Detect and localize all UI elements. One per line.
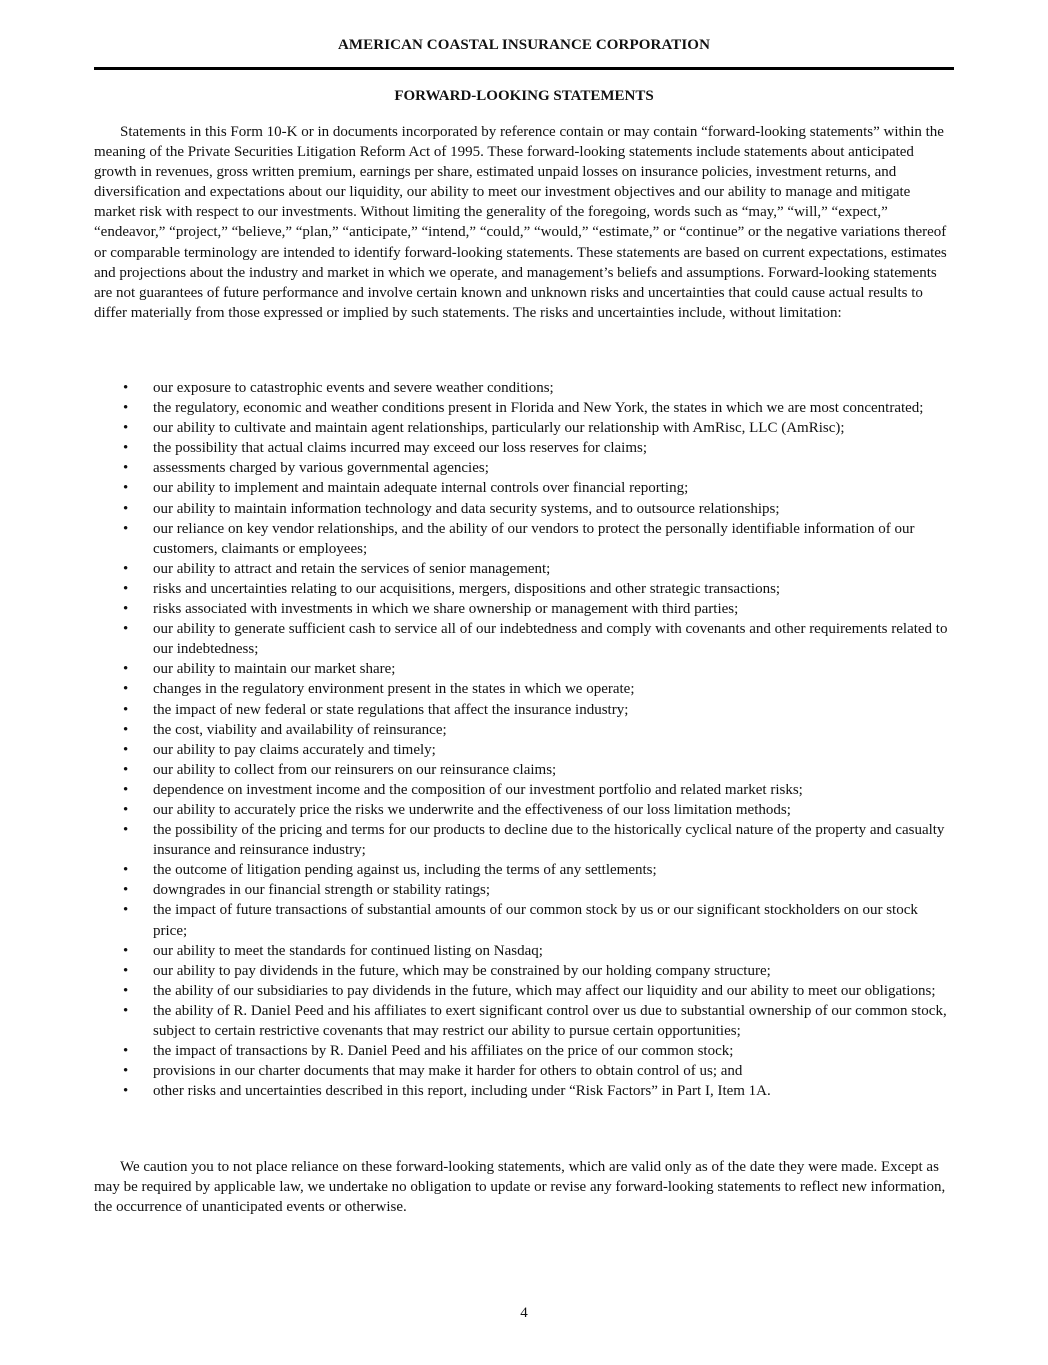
list-item	[94, 720, 954, 740]
list-item-text: dependence on investment income and the composition of our investment portfolio and related market risks;	[153, 781, 803, 798]
list-item	[94, 981, 954, 1001]
list-item	[94, 418, 954, 438]
list-item-text: assessments charged by various governmental agencies;	[153, 460, 489, 477]
list-item	[94, 900, 954, 940]
intro-paragraph: Statements in this Form 10-K or in documents incorporated by reference contain or may contain “forward-looking statements” within the meaning of the Private Securities Litigation Reform Act of 1995. These forward-looking statements include statements about anticipated growth in revenues, gross written premium, earnings per share, estimated unpaid losses on insurance policies, investment returns, and diversification and expectations about our liquidity, our ability to meet our investment objectives and our ability to manage and mitigate market risk with respect to our investments. Without limiting the generality of the foregoing, words such as “may,” “will,” “expect,” “endeavor,” “project,” “believe,” “plan,” “anticipate,” “intend,” “could,” “would,” “estimate,” or “continue” or the negative variations thereof or comparable terminology are intended to identify forward-looking statements. These statements are based on current expectations, estimates and projections about the industry and market in which we operate, and management’s beliefs and assumptions. Forward-looking statements are not guarantees of future performance and involve certain known and unknown risks and uncertainties that could cause actual results to differ materially from those expressed or implied by such statements. The risks and uncertainties include, without limitation:	[94, 124, 947, 321]
list-item-text: the impact of future transactions of substantial amounts of our common stock by us or our significant stockholders on our stock price;	[153, 902, 918, 939]
bullet-icon: •	[123, 480, 129, 497]
list-item	[94, 378, 954, 398]
closing-paragraph: We caution you to not place reliance on these forward-looking statements, which are valid only as of the date they were made. Except as may be required by applicable law, we undertake no obligation to update or revise any forward-looking statements to reflect new information, the occurrence of unanticipated events or otherwise.	[94, 1159, 946, 1216]
bullet-icon: •	[123, 1002, 129, 1019]
list-item	[94, 961, 954, 981]
list-item	[94, 659, 954, 679]
bullet-icon: •	[123, 500, 129, 517]
bullet-icon: •	[123, 681, 129, 698]
list-item-text: changes in the regulatory environment present in the states in which we operate;	[153, 681, 635, 698]
header-divider	[94, 67, 954, 70]
list-item	[94, 760, 954, 780]
list-item	[94, 559, 954, 579]
list-item-text: the ability of R. Daniel Peed and his affiliates to exert significant control over us due to substantial ownership of our common stock, subject to certain restrictive covenants that may restrict our ability to pursue certain opportunities;	[153, 1002, 947, 1039]
list-item	[94, 478, 954, 498]
list-item-text: our ability to pay claims accurately and timely;	[153, 741, 436, 758]
list-item-text: our ability to meet the standards for continued listing on Nasdaq;	[153, 942, 543, 959]
section-title: FORWARD-LOOKING STATEMENTS	[394, 88, 654, 104]
page-number: 4	[520, 1305, 528, 1321]
list-item-text: our ability to accurately price the risks we underwrite and the effectiveness of our loss limitation methods;	[153, 801, 791, 818]
bullet-icon: •	[123, 882, 129, 899]
list-item	[94, 619, 954, 659]
list-item	[94, 579, 954, 599]
list-item	[94, 860, 954, 880]
bullet-icon: •	[123, 460, 129, 477]
bullet-icon: •	[123, 400, 129, 417]
list-item	[94, 820, 954, 860]
bullet-icon: •	[123, 701, 129, 718]
list-item-text: the regulatory, economic and weather conditions present in Florida and New York, the states in which we are most concentrated;	[153, 400, 924, 417]
list-item-text: our reliance on key vendor relationships, and the ability of our vendors to protect the personally identifiable information of our customers, claimants or employees;	[153, 520, 915, 557]
list-item	[94, 1001, 954, 1041]
list-item-text: our ability to pay dividends in the future, which may be constrained by our holding company structure;	[153, 962, 771, 979]
list-item-text: risks and uncertainties relating to our acquisitions, mergers, dispositions and other strategic transactions;	[153, 580, 781, 597]
list-item-text: our ability to generate sufficient cash to service all of our indebtedness and comply with covenants and other requirements related to our indebtedness;	[153, 621, 948, 658]
bullet-icon: •	[123, 580, 129, 597]
list-item-text: the ability of our subsidiaries to pay dividends in the future, which may affect our liquidity and our ability to meet our obligations;	[153, 982, 936, 999]
bullet-icon: •	[123, 761, 129, 778]
list-item	[94, 398, 954, 418]
bullet-icon: •	[123, 661, 129, 678]
list-item	[94, 800, 954, 820]
list-item-text: the possibility that actual claims incurred may exceed our loss reserves for claims;	[153, 440, 648, 457]
bullet-icon: •	[123, 440, 129, 457]
bullet-icon: •	[123, 560, 129, 577]
list-item-text: our ability to implement and maintain adequate internal controls over financial reporting;	[153, 480, 689, 497]
list-item-text: our ability to maintain our market share;	[153, 661, 396, 678]
list-item-text: our exposure to catastrophic events and severe weather conditions;	[153, 380, 554, 396]
bullet-icon: •	[123, 380, 129, 396]
list-item-text: the possibility of the pricing and terms for our products to decline due to the historically cyclical nature of the property and casualty insurance and reinsurance industry;	[153, 822, 945, 859]
bullet-icon: •	[123, 801, 129, 818]
list-item-text: the cost, viability and availability of reinsurance;	[153, 721, 447, 738]
list-item-text: our ability to attract and retain the services of senior management;	[153, 560, 551, 577]
list-item	[94, 519, 954, 559]
list-item	[94, 458, 954, 478]
list-item	[94, 880, 954, 900]
list-item	[94, 700, 954, 720]
list-item-text: the impact of transactions by R. Daniel Peed and his affiliates on the price of our common stock;	[153, 1043, 734, 1060]
bullet-icon: •	[123, 862, 129, 879]
list-item	[94, 780, 954, 800]
risk-factor-list	[94, 378, 954, 1101]
list-item	[94, 679, 954, 699]
bullet-icon: •	[123, 721, 129, 738]
bullet-icon: •	[123, 822, 129, 839]
bullet-icon: •	[123, 741, 129, 758]
bullet-icon: •	[123, 982, 129, 999]
list-item-text: provisions in our charter documents that may make it harder for others to obtain control of us; and	[153, 1063, 743, 1080]
bullet-icon: •	[123, 942, 129, 959]
list-item	[94, 438, 954, 458]
bullet-icon: •	[123, 520, 129, 537]
bullet-icon: •	[123, 420, 129, 437]
list-item	[94, 740, 954, 760]
list-item-text: the outcome of litigation pending against us, including the terms of any settlements;	[153, 862, 657, 879]
list-item	[94, 1061, 954, 1081]
company-header: AMERICAN COASTAL INSURANCE CORPORATION	[337, 37, 711, 53]
list-item-text: our ability to maintain information technology and data security systems, and to outsource relationships;	[153, 500, 780, 517]
bullet-icon: •	[123, 962, 129, 979]
bullet-icon: •	[123, 601, 129, 618]
list-item-text: other risks and uncertainties described in this report, including under “Risk Factors” in Part I, Item 1A.	[153, 1083, 771, 1100]
list-item-text: our ability to collect from our reinsurers on our reinsurance claims;	[153, 761, 557, 778]
list-item	[94, 599, 954, 619]
bullet-icon: •	[123, 1063, 129, 1080]
bullet-icon: •	[123, 1083, 129, 1100]
list-item	[94, 499, 954, 519]
list-item-text: risks associated with investments in which we share ownership or management with third parties;	[153, 601, 739, 618]
bullet-icon: •	[123, 781, 129, 798]
list-item-text: the impact of new federal or state regulations that affect the insurance industry;	[153, 701, 629, 718]
list-item	[94, 1081, 954, 1101]
bullet-icon: •	[123, 621, 129, 638]
list-item	[94, 941, 954, 961]
list-item	[94, 1041, 954, 1061]
bullet-icon: •	[123, 1043, 129, 1060]
list-item-text: downgrades in our financial strength or stability ratings;	[153, 882, 491, 899]
list-item-text: our ability to cultivate and maintain agent relationships, particularly our relationship with AmRisc, LLC (AmRisc);	[153, 420, 845, 437]
bullet-icon: •	[123, 902, 129, 919]
